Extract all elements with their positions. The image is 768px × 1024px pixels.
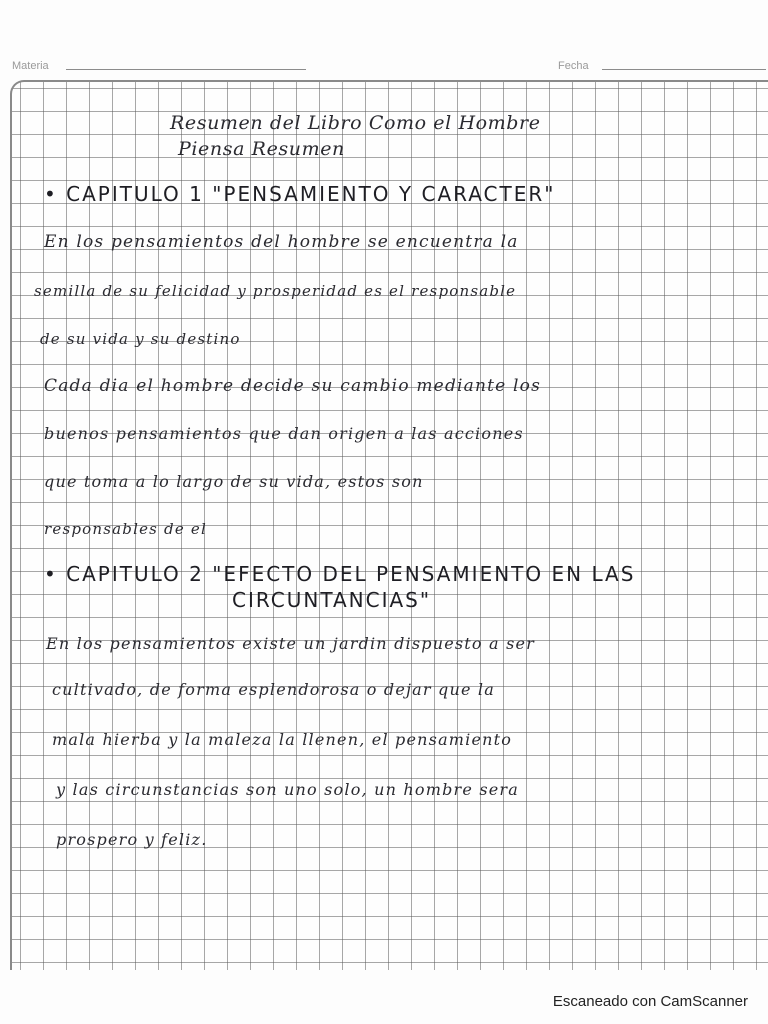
chapter-1-line-5: buenos pensamientos que dan origen a las acciones — [44, 424, 524, 443]
chapter-1-line-4: Cada dia el hombre decide su cambio mediante los — [44, 376, 542, 396]
fecha-label: Fecha — [558, 60, 589, 72]
page-header — [8, 56, 768, 78]
chapter-1-line-6: que toma a lo largo de su vida, estos son — [44, 472, 424, 491]
chapter-1-heading: • CAPITULO 1 "PENSAMIENTO Y CARACTER" — [44, 182, 556, 206]
chapter-1-line-2: semilla de su felicidad y prosperidad es el responsable — [34, 282, 517, 300]
chapter-1-line-1: En los pensamientos del hombre se encuentra la — [44, 232, 519, 252]
title-line-1: Resumen del Libro Como el Hombre — [170, 112, 541, 134]
fecha-line — [602, 69, 766, 70]
materia-label: Materia — [12, 60, 49, 72]
camscanner-watermark: Escaneado con CamScanner — [552, 993, 748, 1010]
chapter-2-line-1: En los pensamientos existe un jardin dispuesto a ser — [46, 634, 536, 653]
chapter-2-heading-line-1: • CAPITULO 2 "EFECTO DEL PENSAMIENTO EN LAS — [44, 562, 636, 586]
chapter-1-line-3: de su vida y su destino — [40, 330, 241, 348]
title-line-2: Piensa Resumen — [178, 138, 345, 160]
chapter-2-line-5: prospero y feliz. — [56, 830, 208, 849]
chapter-2-line-4: y las circunstancias son uno solo, un hombre sera — [56, 780, 520, 799]
materia-line — [66, 69, 306, 70]
chapter-2-line-2: cultivado, de forma esplendorosa o dejar que la — [52, 680, 495, 699]
chapter-2-heading-line-2: CIRCUNTANCIAS" — [232, 588, 432, 612]
chapter-1-line-7: responsables de el — [44, 520, 207, 538]
chapter-2-line-3: mala hierba y la maleza la llenen, el pensamiento — [52, 730, 513, 749]
